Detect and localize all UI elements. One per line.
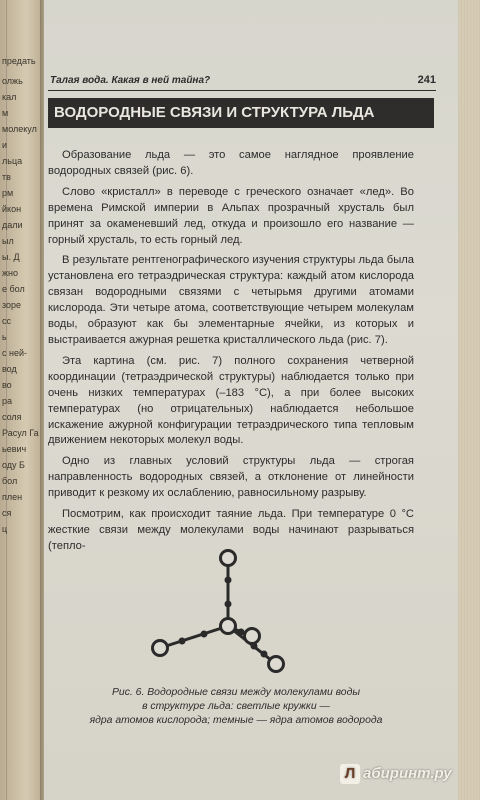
caption-line-2: в структуре льда: светлые кружки — [142, 701, 330, 712]
caption-line-1: Водородные связи между молекулами воды [147, 687, 360, 698]
figure-caption [66, 686, 406, 728]
left-page-fragment-text: Расул Га [2, 428, 39, 438]
left-page-fragment-text: ц [2, 524, 8, 534]
oxygen-atom [245, 629, 260, 644]
left-page-fragment-text: йкон [2, 204, 22, 214]
left-page-fragment-text: ьевич [2, 444, 27, 454]
left-page-fragment-text: е бол [2, 284, 25, 294]
hydrogen-atom [201, 631, 208, 638]
bond-line-left [160, 626, 228, 648]
left-page-fragment-text: ыл [2, 236, 14, 246]
left-page-fragment-text: ра [2, 396, 13, 406]
left-page-fragment [0, 0, 44, 800]
oxygen-atom [269, 657, 284, 672]
section-title: ВОДОРОДНЫЕ СВЯЗИ И СТРУКТУРА ЛЬДА [48, 98, 434, 128]
left-page-fragment-text: во [2, 380, 12, 390]
labirint-logo-icon: Л [340, 764, 360, 784]
paragraph: Эта картина (см. рис. 7) полного сохранения четверной координации (тетраэдрической структуры) наблюдается только при очень низких температурах (–183 °С), а при более высоких температурах (но отрицательных) наблюдается небольшое искажение ажурной конфигурации тетраэдрического типа тепловым движением некоторых молекул воды. [48, 354, 414, 447]
running-head-chapter: Талая вода. Какая в ней тайна? [50, 75, 211, 86]
left-page-fragment-text: ы. Д [2, 252, 20, 262]
left-page-fragment-text: кал [2, 92, 17, 102]
left-page-fragment-text: сс [2, 316, 11, 326]
oxygen-atom [153, 641, 168, 656]
left-page-fragment-text: дали [2, 220, 23, 230]
left-page-fragment-text: м [2, 108, 9, 118]
paragraph: Слово «кристалл» в переводе с греческого означает «лед». Во времена Римской империи в Альпах прозрачный хрусталь был принят за окаменевший лед, откуда и произошло его название — горный хрусталь, то есть горный лед. [48, 185, 414, 246]
figure-label: Рис. 6. [112, 687, 145, 698]
left-page-fragment-text: рм [2, 188, 14, 198]
left-page-fragment-text: олжь [2, 76, 23, 86]
oxygen-atom [221, 619, 236, 634]
paragraph: В результате рентгенографического изучения структуры льда была установлена его тетраэдрическая структура: каждый атом кислорода связан водородными связями с четырьмя другими атомами кислорода. Эти четыре атома, соответствующие четырем молекулам воды, образуют как бы элементарные ячейки, из которых и выстраивается ажурная решетка кристаллического льда (рис. 7). [48, 254, 414, 346]
left-page-fragment-text: оду Б [2, 460, 25, 470]
left-page-fragment-text: вод [2, 364, 17, 374]
hydrogen-atom [225, 601, 232, 608]
left-page-fragment-text: жно [2, 268, 18, 278]
body-text [48, 148, 414, 560]
paragraph: Образование льда — это самое наглядное проявление водородных связей (рис. 6). [48, 149, 414, 177]
paragraph: Одно из главных условий структуры льда — строгая направленность водородных связей, а отклонение от линейности приводит к резкому их ослаблению, равносильному разрыву. [48, 455, 414, 500]
left-page-fragment-text: с ней- [2, 348, 28, 358]
book-page [44, 0, 458, 800]
left-page-fragment-text: и [2, 140, 8, 150]
hydrogen-bond-diagram [144, 540, 344, 680]
left-page-fragment-text: зоре [2, 300, 22, 310]
hydrogen-atom [179, 638, 186, 645]
caption-line-3: ядра атомов кислорода; темные — ядра атомов водорода [89, 715, 383, 726]
oxygen-atom [221, 551, 236, 566]
page-number: 241 [417, 74, 436, 86]
left-page-fragment-text: тв [2, 172, 11, 182]
left-page-fragment-text: бол [2, 476, 18, 486]
running-head [48, 74, 436, 91]
left-page-fragment-text: льца [2, 156, 23, 166]
left-page-fragment-text: ся [2, 508, 12, 518]
hydrogen-atom [225, 577, 232, 584]
left-page-fragment-text: молекул [2, 124, 37, 134]
watermark-text: абиринт.ру [363, 765, 452, 782]
left-page-fragment-text: плен [2, 492, 23, 502]
labirint-watermark [340, 764, 452, 786]
left-page-fragment-text: предать [2, 56, 36, 66]
paragraph: Посмотрим, как происходит таяние льда. При температуре 0 °С жесткие связи между молекулами воды начинают разрываться (тепло- [48, 508, 414, 552]
left-page-fragment-text: соля [2, 412, 22, 422]
hydrogen-atom [261, 651, 268, 658]
left-page-fragment-text: ь [2, 332, 7, 342]
